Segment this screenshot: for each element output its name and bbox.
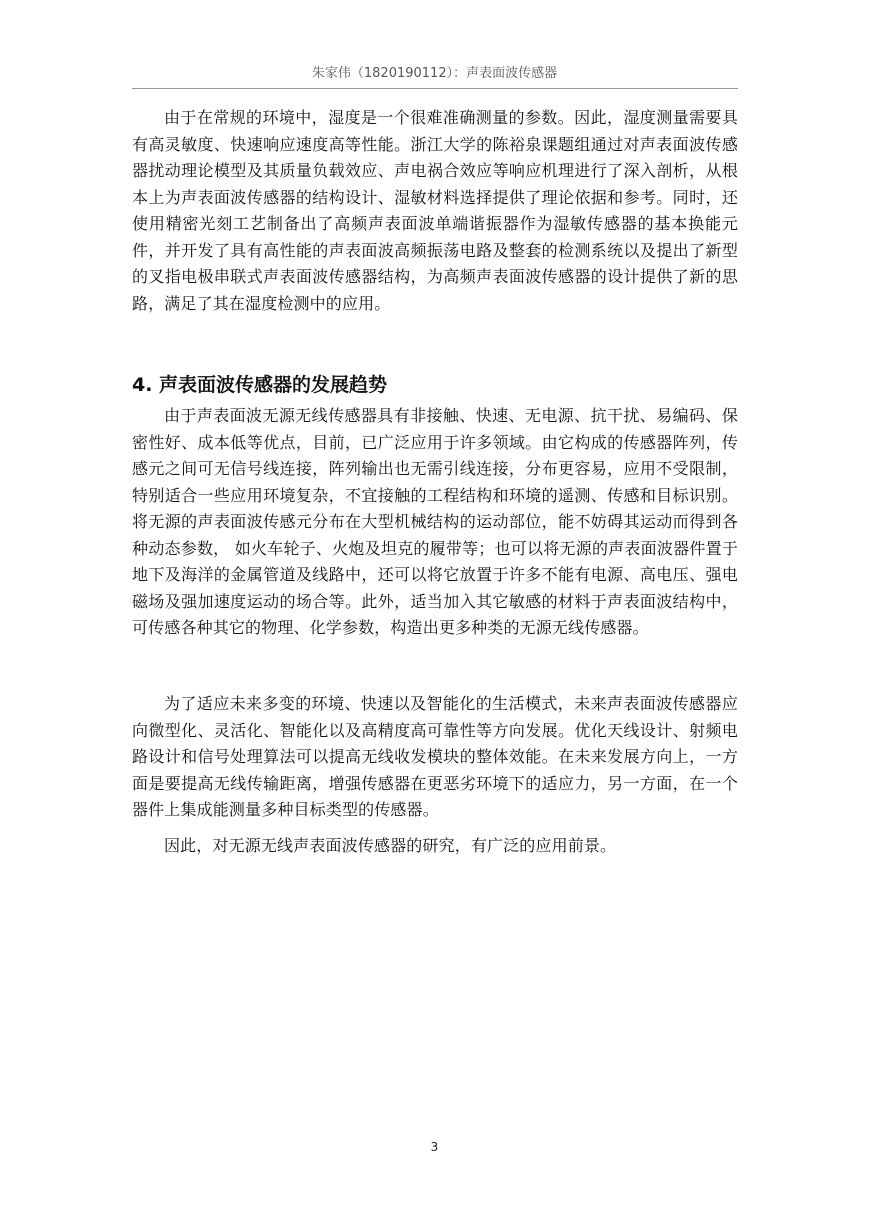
running-header: 朱家伟（1820190112）：声表面波传感器	[311, 66, 558, 81]
page-number: 3	[430, 1140, 439, 1154]
body-paragraph-future-trends: 为了适应未来多变的环境、快速以及智能化的生活模式，未来声表面波传感器应向微型化、灵活化、智能化以及高精度高可靠性等方向发展。优化天线设计、射频电路设计和信号处理算法可以提高无线收发模块的整体效能。在未来发展方向上，一方面是要提高无线传输距离，增强传感器在更恶劣环境下的适应力，另一方面，在一个器件上集成能测量多种目标类型的传感器。	[132, 694, 738, 819]
section-heading: 4. 声表面波传感器的发展趋势	[132, 374, 388, 396]
header-divider	[132, 88, 738, 89]
body-paragraph-applications: 由于声表面波无源无线传感器具有非接触、快速、无电源、抗干扰、易编码、保密性好、成本低等优点，目前，已广泛应用于许多领域。由它构成的传感器阵列，传感元之间可无信号线连接，阵列输出也无需引线连接，分布更容易，应用不受限制，特别适合一些应用环境复杂，不宜接触的工程结构和环境的遥测、传感和目标识别。将无源的声表面波传感元分布在大型机械结构的运动部位，能不妨碍其运动而得到各种动态参数， 如火车轮子、火炮及坦克的履带等；也可以将无源的声表面波器件置于地下及海洋的金属管道及线路中，还可以将它放置于许多不能有电源、高电压、强电磁场及强加速度运动的场合等。此外，适当加入其它敏感的材料于声表面波结构中，可传感各种其它的物理、化学参数，构造出更多种类的无源无线传感器。	[132, 406, 738, 637]
body-paragraph-humidity: 由于在常规的环境中，湿度是一个很难准确测量的参数。因此，湿度测量需要具有高灵敏度、快速响应速度高等性能。浙江大学的陈裕泉课题组通过对声表面波传感器扰动理论模型及其质量负载效应、声电祸合效应等响应机理进行了深入剖析，从根本上为声表面波传感器的结构设计、湿敏材料选择提供了理论依据和参考。同时，还使用精密光刻工艺制备出了高频声表面波单端谐振器作为湿敏传感器的基本换能元件，并开发了具有高性能的声表面波高频振荡电路及整套的检测系统以及提出了新型的叉指电极串联式声表面波传感器结构，为高频声表面波传感器的设计提供了新的思路，满足了其在湿度检测中的应用。	[132, 108, 738, 313]
body-paragraph-conclusion: 因此，对无源无线声表面波传感器的研究，有广泛的应用前景。	[164, 836, 617, 855]
